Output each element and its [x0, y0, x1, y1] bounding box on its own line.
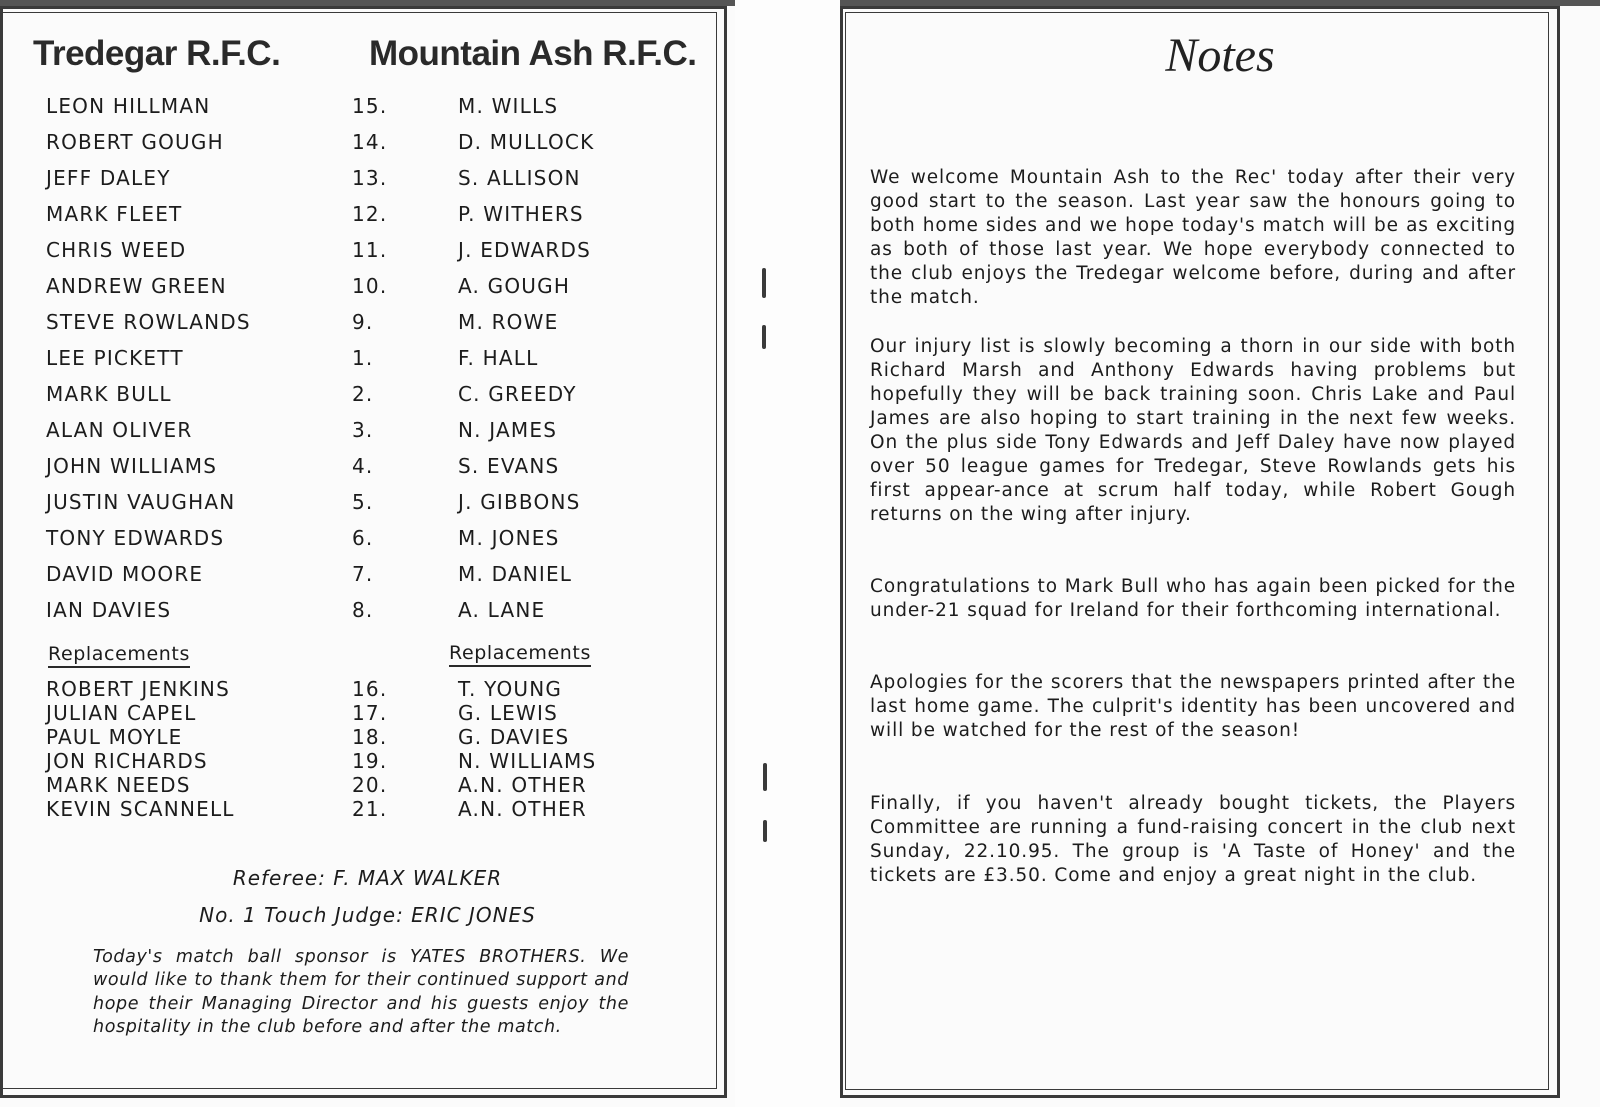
replacement-row: [0, 677, 735, 701]
away-replacement-name: A.N. OTHER: [458, 797, 587, 821]
binding-gutter: [735, 0, 840, 1107]
lineup-row: [0, 274, 735, 304]
home-player-name: DAVID MOORE: [46, 562, 204, 586]
lineup-row: [0, 130, 735, 160]
away-player-name: J. GIBBONS: [458, 490, 581, 514]
home-player-name: LEE PICKETT: [46, 346, 184, 370]
home-player-name: MARK FLEET: [46, 202, 183, 226]
home-player-name: ROBERT GOUGH: [46, 130, 224, 154]
home-player-name: JUSTIN VAUGHAN: [46, 490, 236, 514]
home-replacement-name: JULIAN CAPEL: [46, 701, 197, 725]
notes-paragraph-concert: Finally, if you haven't already bought tickets, the Players Committee are running a fund-raising concert in the club next Sunday, 22.10.95. The group is 'A Taste of Honey' and the tickets are £3.50. Come and enjoy a great night in the club.: [870, 793, 1516, 886]
touch-judge-line: No. 1 Touch Judge: ERIC JONES: [199, 903, 536, 927]
lineup-row: [0, 418, 735, 448]
jersey-number: 15.: [352, 94, 388, 118]
home-replacements-heading: Replacements: [48, 643, 190, 668]
replacement-number: 16.: [352, 677, 388, 701]
home-player-name: JOHN WILLIAMS: [46, 454, 218, 478]
home-replacement-name: ROBERT JENKINS: [46, 677, 230, 701]
home-team-title: Tredegar R.F.C.: [33, 34, 281, 73]
jersey-number: 4.: [352, 454, 374, 478]
jersey-number: 5.: [352, 490, 374, 514]
away-team-title: Mountain Ash R.F.C.: [369, 34, 697, 73]
home-player-name: ALAN OLIVER: [46, 418, 193, 442]
away-player-name: S. EVANS: [458, 454, 560, 478]
notes-paragraph-congratulations: Congratulations to Mark Bull who has again been picked for the under-21 squad for Ireland for their forthcoming international.: [870, 576, 1516, 621]
away-player-name: J. EDWARDS: [458, 238, 592, 262]
lineup-row: [0, 490, 735, 520]
home-replacement-name: KEVIN SCANNELL: [46, 797, 235, 821]
replacement-number: 20.: [352, 773, 388, 797]
jersey-number: 11.: [352, 238, 388, 262]
referee-line: Referee: F. MAX WALKER: [232, 866, 503, 890]
away-player-name: D. MULLOCK: [458, 130, 595, 154]
home-player-name: LEON HILLMAN: [46, 94, 211, 118]
match-ball-sponsor-text: Today's match ball sponsor is YATES BROTHERS. We would like to thank them for their continued support and hope their Managing Director and his guests enjoy the hospitality in the club before and after the match.: [93, 947, 629, 1037]
jersey-number: 2.: [352, 382, 374, 406]
away-replacement-name: A.N. OTHER: [458, 773, 587, 797]
away-player-name: N. JAMES: [458, 418, 558, 442]
jersey-number: 1.: [352, 346, 374, 370]
away-player-name: M. ROWE: [458, 310, 559, 334]
replacement-row: [0, 701, 735, 725]
away-player-name: M. WILLS: [458, 94, 559, 118]
home-player-name: STEVE ROWLANDS: [46, 310, 251, 334]
replacement-number: 21.: [352, 797, 388, 821]
jersey-number: 14.: [352, 130, 388, 154]
away-player-name: C. GREEDY: [458, 382, 577, 406]
lineup-row: [0, 598, 735, 628]
lineup-row: [0, 526, 735, 556]
home-player-name: TONY EDWARDS: [46, 526, 225, 550]
home-replacement-name: JON RICHARDS: [46, 749, 208, 773]
replacement-number: 18.: [352, 725, 388, 749]
home-replacement-name: MARK NEEDS: [46, 773, 191, 797]
jersey-number: 10.: [352, 274, 388, 298]
home-replacement-name: PAUL MOYLE: [46, 725, 183, 749]
away-replacement-name: T. YOUNG: [458, 677, 563, 701]
notes-paragraph-apologies: Apologies for the scorers that the newspapers printed after the last home game. The culprit's identity has been uncovered and will be watched for the rest of the season!: [870, 672, 1516, 741]
staple: [763, 820, 767, 842]
jersey-number: 13.: [352, 166, 388, 190]
lineup-row: [0, 166, 735, 196]
away-player-name: M. JONES: [458, 526, 560, 550]
staple: [762, 268, 766, 298]
away-player-name: A. LANE: [458, 598, 546, 622]
replacement-row: [0, 773, 735, 797]
home-player-name: CHRIS WEED: [46, 238, 187, 262]
staple: [763, 763, 767, 791]
away-player-name: S. ALLISON: [458, 166, 581, 190]
away-replacement-name: G. LEWIS: [458, 701, 558, 725]
jersey-number: 7.: [352, 562, 374, 586]
jersey-number: 8.: [352, 598, 374, 622]
replacement-row: [0, 725, 735, 749]
home-player-name: IAN DAVIES: [46, 598, 172, 622]
lineup-row: [0, 562, 735, 592]
notes-paragraph-welcome: We welcome Mountain Ash to the Rec' today after their very good start to the season. Last year saw the honours going to both home sides and we hope today's match will be as exciting as both of those last year. We hope everybody connected to the club enjoys the Tredegar welcome before, during and after the match.: [870, 167, 1516, 308]
jersey-number: 3.: [352, 418, 374, 442]
lineup-row: [0, 346, 735, 376]
notes-paragraph-injuries: Our injury list is slowly becoming a thorn in our side with both Richard Marsh and Anthony Edwards having problems but hopefully they will be back training soon. Chris Lake and Paul James are also hoping to start training in the next few weeks. On the plus side Tony Edwards and Jeff Daley have now played over 50 league games for Tredegar, Steve Rowlands gets his first appear-ance at scrum half today, while Robert Gough returns on the wing after injury.: [870, 336, 1516, 525]
replacement-number: 19.: [352, 749, 388, 773]
home-player-name: MARK BULL: [46, 382, 172, 406]
away-player-name: F. HALL: [458, 346, 539, 370]
notes-title: Notes: [1165, 29, 1275, 82]
replacement-number: 17.: [352, 701, 388, 725]
lineup-row: [0, 454, 735, 484]
notes-page: [840, 0, 1600, 1107]
jersey-number: 9.: [352, 310, 374, 334]
lineup-row: [0, 310, 735, 340]
replacement-row: [0, 749, 735, 773]
lineup-row: [0, 238, 735, 268]
away-replacement-name: N. WILLIAMS: [458, 749, 597, 773]
away-replacements-heading: Replacements: [449, 642, 591, 667]
lineup-row: [0, 202, 735, 232]
lineup-row: [0, 94, 735, 124]
lineup-row: [0, 382, 735, 412]
away-player-name: P. WITHERS: [458, 202, 584, 226]
home-player-name: ANDREW GREEN: [46, 274, 227, 298]
team-sheet-page: [0, 0, 735, 1107]
away-replacement-name: G. DAVIES: [458, 725, 570, 749]
away-player-name: M. DANIEL: [458, 562, 573, 586]
replacement-row: [0, 797, 735, 821]
home-player-name: JEFF DALEY: [46, 166, 171, 190]
jersey-number: 6.: [352, 526, 374, 550]
staple: [762, 325, 766, 349]
jersey-number: 12.: [352, 202, 388, 226]
away-player-name: A. GOUGH: [458, 274, 571, 298]
